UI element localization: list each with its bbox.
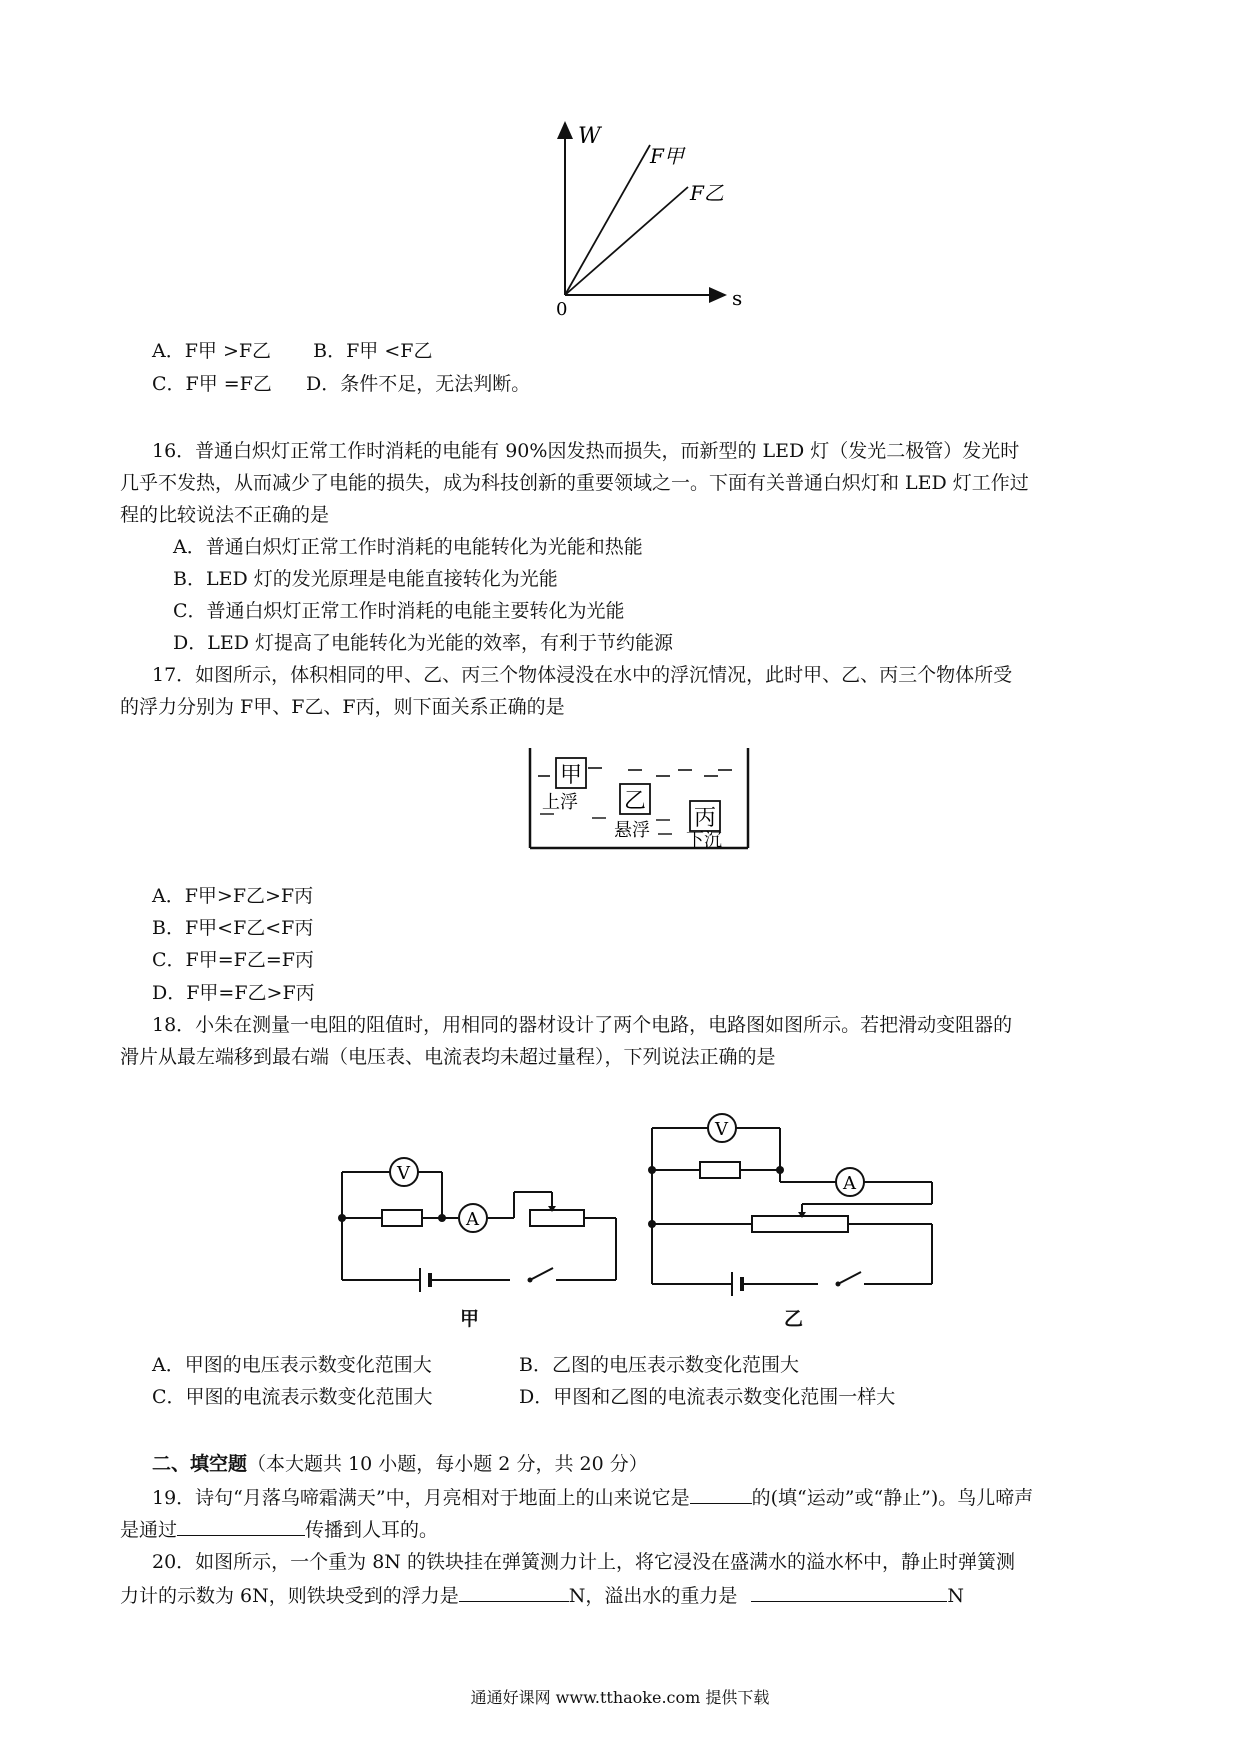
y-axis-label: W xyxy=(578,124,601,149)
q19-blank-1[interactable] xyxy=(690,1483,752,1504)
q17-option-b: B．F甲<F乙<F丙 xyxy=(152,917,314,939)
q18-option-b: B．乙图的电压表示数变化范围大 xyxy=(519,1354,799,1376)
q20-text-2c: N xyxy=(947,1585,965,1607)
q16-stem-3: 程的比较说法不正确的是 xyxy=(120,504,330,526)
section-2-heading xyxy=(152,1451,648,1477)
q19-blank-2[interactable] xyxy=(177,1515,305,1536)
q15-option-a: A．F甲 >F乙 xyxy=(152,340,272,362)
object-jia: 甲 xyxy=(560,763,583,788)
q17-stem-2: 的浮力分别为 F甲、F乙、F丙，则下面关系正确的是 xyxy=(120,696,565,718)
q16-option-b: B．LED 灯的发光原理是电能直接转化为光能 xyxy=(173,568,558,590)
circuit-jia-figure xyxy=(330,1120,630,1310)
q16-stem-1: 16．普通白炽灯正常工作时消耗的电能有 90%因发热而损失，而新型的 LED 灯（发光二极管）发光时 xyxy=(152,440,1020,462)
q15-option-b: B．F甲 <F乙 xyxy=(313,340,433,362)
q18-stem-1: 18．小朱在测量一电阻的阻值时，用相同的器材设计了两个电路，电路图如图所示。若把滑动变阻器的 xyxy=(152,1014,1013,1036)
voltmeter-jia: V xyxy=(397,1163,410,1184)
section-2-title: 二、填空题 xyxy=(152,1453,248,1475)
q18-option-d: D．甲图和乙图的电流表示数变化范围一样大 xyxy=(519,1386,896,1408)
ammeter-jia: A xyxy=(466,1209,479,1230)
q16-option-c: C．普通白炽灯正常工作时消耗的电能主要转化为光能 xyxy=(173,600,625,622)
q19-text-1b: 的(填“运动”或“静止”)。鸟儿啼声 xyxy=(751,1487,1034,1509)
circuit-caption-yi: 乙 xyxy=(784,1308,804,1330)
q19-text-2a: 是通过 xyxy=(120,1519,178,1541)
q17-option-d: D．F甲=F乙>F丙 xyxy=(152,982,315,1004)
q19-text-1a: 19．诗句“月落乌啼霜满天”中，月亮相对于地面上的山来说它是 xyxy=(152,1487,690,1509)
q16-option-a: A．普通白炽灯正常工作时消耗的电能转化为光能和热能 xyxy=(173,536,643,558)
q20-blank-2[interactable] xyxy=(751,1581,947,1602)
circuit-caption-jia: 甲 xyxy=(460,1308,480,1330)
q18-stem-2: 滑片从最左端移到最右端（电压表、电流表均未超过量程），下列说法正确的是 xyxy=(120,1046,776,1068)
q17-stem-1: 17．如图所示，体积相同的甲、乙、丙三个物体浸没在水中的浮沉情况，此时甲、乙、丙三个物体所受 xyxy=(152,664,1013,686)
q20-blank-1[interactable] xyxy=(459,1581,569,1602)
q18-option-a: A．甲图的电压表示数变化范围大 xyxy=(152,1354,432,1376)
label-xiachen: 下沉 xyxy=(686,830,722,850)
buoyancy-tank-figure xyxy=(528,746,750,850)
q17-option-c: C．F甲=F乙=F丙 xyxy=(152,949,314,971)
q15-option-c: C．F甲 =F乙 xyxy=(152,373,272,395)
line-label-jia: F甲 xyxy=(650,144,684,168)
work-distance-graph xyxy=(540,115,760,325)
q18-option-c: C．甲图的电流表示数变化范围大 xyxy=(152,1386,433,1408)
circuit-yi-figure xyxy=(642,1100,942,1310)
q20-text-1: 20．如图所示，一个重为 8N 的铁块挂在弹簧测力计上，将它浸没在盛满水的溢水杯中，静止时弹簧测 xyxy=(152,1551,1015,1573)
object-bing: 丙 xyxy=(694,806,717,831)
q15-option-d: D．条件不足，无法判断。 xyxy=(305,373,531,395)
q20-text-2b: N，溢出水的重力是 xyxy=(568,1585,738,1607)
line-label-yi: F乙 xyxy=(690,181,724,205)
page-footer: 通通好课网 www.tthaoke.com 提供下载 xyxy=(470,1688,770,1707)
voltmeter-yi: V xyxy=(715,1119,728,1140)
q17-option-a: A．F甲>F乙>F丙 xyxy=(152,885,314,907)
x-axis-label: s xyxy=(732,286,743,310)
section-2-note: （本大题共 10 小题，每小题 2 分，共 20 分） xyxy=(247,1453,648,1475)
q19-text-2b: 传播到人耳的。 xyxy=(305,1519,439,1541)
label-shangfu: 上浮 xyxy=(542,792,578,813)
label-xuanfu: 悬浮 xyxy=(614,820,650,841)
q16-option-d: D．LED 灯提高了电能转化为光能的效率，有利于节约能源 xyxy=(173,632,673,654)
q20-text-2a: 力计的示数为 6N，则铁块受到的浮力是 xyxy=(120,1585,459,1607)
ammeter-yi: A xyxy=(843,1173,856,1194)
origin-label: 0 xyxy=(556,299,568,320)
object-yi: 乙 xyxy=(624,789,647,814)
q16-stem-2: 几乎不发热，从而减少了电能的损失，成为科技创新的重要领域之一。下面有关普通白炽灯和 LED 灯工作过 xyxy=(120,472,1029,494)
